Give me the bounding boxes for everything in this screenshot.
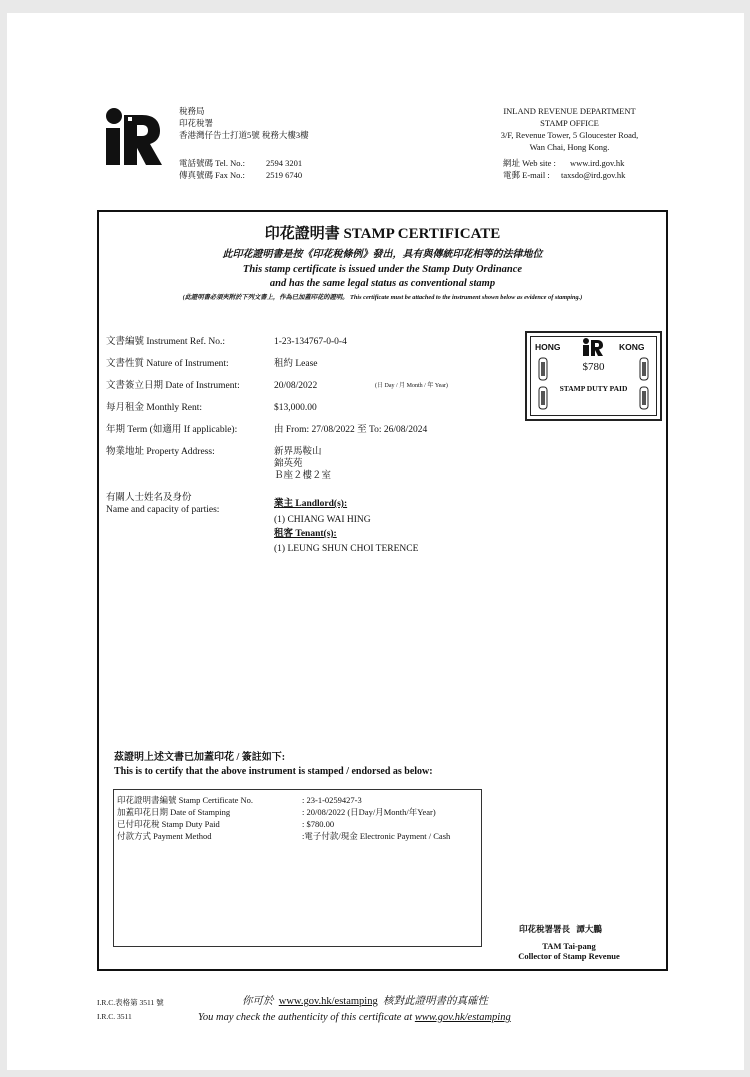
collector-name-en: TAM Tai-pang — [542, 941, 596, 951]
office-cn: 印花稅署 — [179, 118, 214, 128]
date-value: 20/08/2022 — [274, 381, 318, 391]
verify-cn-post: 核對此證明書的真確性 — [382, 996, 488, 1007]
attachment-note-en: This certificate must be attached to the instrument shown below as evidence of stamping.) — [350, 294, 583, 301]
endorse-row-2-value: : 20/08/2022 (日Day/月Month/年Year) — [302, 807, 436, 817]
nature-value: 租約 Lease — [274, 359, 318, 369]
subtitle-en-2: and has the same legal status as conventional stamp — [269, 278, 496, 289]
verify-cn-pre: 你可於 — [242, 996, 274, 1007]
stamp-right-ornament-icon — [639, 357, 649, 411]
stamp-paid: STAMP DUTY PAID — [559, 384, 628, 393]
endorse-row-1-label: 印花證明書編號 Stamp Certificate No. — [117, 795, 253, 805]
collector-title-cn: 印花稅署署長 — [519, 924, 571, 934]
tenant-1: (1) LEUNG SHUN CHOI TERENCE — [274, 544, 419, 554]
endorse-row-3-value: : $780.00 — [302, 819, 335, 829]
attachment-note-cn: (此證明書必須夾附於下列文書上，作為已加蓋印花的證明。 — [182, 294, 349, 301]
subtitle-en-1: This stamp certificate is issued under the Stamp Duty Ordinance — [242, 264, 523, 275]
endorsement-box — [113, 789, 482, 947]
form-number-en: I.R.C. 3511 — [97, 1012, 132, 1021]
stamp-hong: HONG — [535, 342, 561, 352]
parties-label-en: Name and capacity of parties: — [106, 505, 220, 515]
ref-value: 1-23-134767-0-0-4 — [274, 337, 347, 347]
stamp-frame — [530, 336, 657, 416]
document-page — [7, 13, 744, 1070]
collector-name-cn: 譚大鵬 — [576, 924, 602, 934]
attachment-note — [99, 293, 666, 302]
endorsement-heading-cn: 茲證明上述文書已加蓋印花 / 簽註如下: — [114, 752, 286, 763]
rent-label: 每月租金 Monthly Rent: — [106, 403, 203, 413]
stamp-logo-icon — [582, 337, 604, 357]
date-hint: (日 Day / 月 Month / 年 Year) — [375, 383, 448, 389]
nature-label: 文書性質 Nature of Instrument: — [106, 359, 229, 369]
verify-url-cn[interactable]: www.gov.hk/estamping — [278, 996, 378, 1007]
parties-label-cn: 有關人士姓名及身份 — [106, 493, 192, 503]
dept-en: INLAND REVENUE DEPARTMENT — [503, 106, 636, 116]
fax-value: 2519 6740 — [266, 170, 303, 180]
email-label: 電郵 E-mail : — [503, 170, 550, 180]
date-label: 文書簽立日期 Date of Instrument: — [106, 381, 240, 391]
address-line-1: 新界馬鞍山 — [274, 447, 322, 457]
address-en-1: 3/F, Revenue Tower, 5 Gloucester Road, — [500, 130, 639, 140]
stamp-amount: $780 — [582, 361, 605, 373]
term-value: 由 From: 27/08/2022 至 To: 26/08/2024 — [274, 425, 428, 435]
web-label: 網址 Web site : — [503, 158, 556, 168]
stamp-kong: KONG — [619, 342, 645, 352]
office-en: STAMP OFFICE — [540, 118, 599, 128]
verify-url-en[interactable]: www.gov.hk/estamping — [414, 1012, 511, 1023]
address-line-2: 錦英苑 — [274, 459, 303, 469]
email-value: taxsdo@ird.gov.hk — [561, 170, 626, 180]
web-value: www.ird.gov.hk — [570, 158, 625, 168]
ird-logo — [102, 105, 164, 167]
dept-cn: 稅務局 — [179, 106, 205, 116]
address-en-2: Wan Chai, Hong Kong. — [529, 142, 610, 152]
address-label: 物業地址 Property Address: — [106, 447, 215, 457]
tenant-label: 租客 Tenant(s): — [274, 529, 337, 539]
endorse-row-2-label: 加蓋印花日期 Date of Stamping — [117, 807, 231, 817]
stamp-left-ornament-icon — [538, 357, 548, 411]
endorsement-heading-en: This is to certify that the above instrument is stamped / endorsed as below: — [114, 766, 433, 777]
rent-value: $13,000.00 — [274, 403, 317, 413]
endorse-row-4-value: :電子付款/現金 Electronic Payment / Cash — [302, 831, 451, 841]
collector-title-en: Collector of Stamp Revenue — [518, 951, 620, 961]
tel-label: 電話號碼 Tel. No.: — [179, 158, 245, 168]
verify-line-cn — [242, 995, 488, 1009]
landlord-label: 業主 Landlord(s): — [274, 499, 348, 509]
address-line-3: Ｂ座２樓２室 — [274, 471, 332, 481]
endorse-row-4-label: 付款方式 Payment Method — [117, 831, 212, 841]
endorse-row-3-label: 已付印花稅 Stamp Duty Paid — [117, 819, 220, 829]
address-cn: 香港灣仔告士打道5號 稅務大樓3樓 — [179, 130, 309, 140]
subtitle-cn: 此印花證明書是按《印花稅條例》發出，具有與傳統印花相等的法律地位 — [222, 249, 543, 260]
verify-line-en — [198, 1011, 511, 1025]
fax-label: 傳真號碼 Fax No.: — [179, 170, 245, 180]
collector-cn — [519, 923, 602, 935]
form-number-cn: I.R.C.表格第 3511 號 — [97, 998, 164, 1007]
ref-label: 文書編號 Instrument Ref. No.: — [106, 337, 226, 347]
term-label: 年期 Term (如適用 If applicable): — [106, 425, 238, 435]
landlord-1: (1) CHIANG WAI HING — [274, 515, 371, 525]
stamp-duty-stamp — [525, 331, 662, 421]
verify-en-pre: You may check the authenticity of this certificate at — [198, 1012, 413, 1023]
tel-value: 2594 3201 — [266, 158, 303, 168]
certificate-title: 印花證明書 STAMP CERTIFICATE — [264, 226, 501, 242]
endorse-row-1-value: : 23-1-0259427-3 — [302, 795, 362, 805]
